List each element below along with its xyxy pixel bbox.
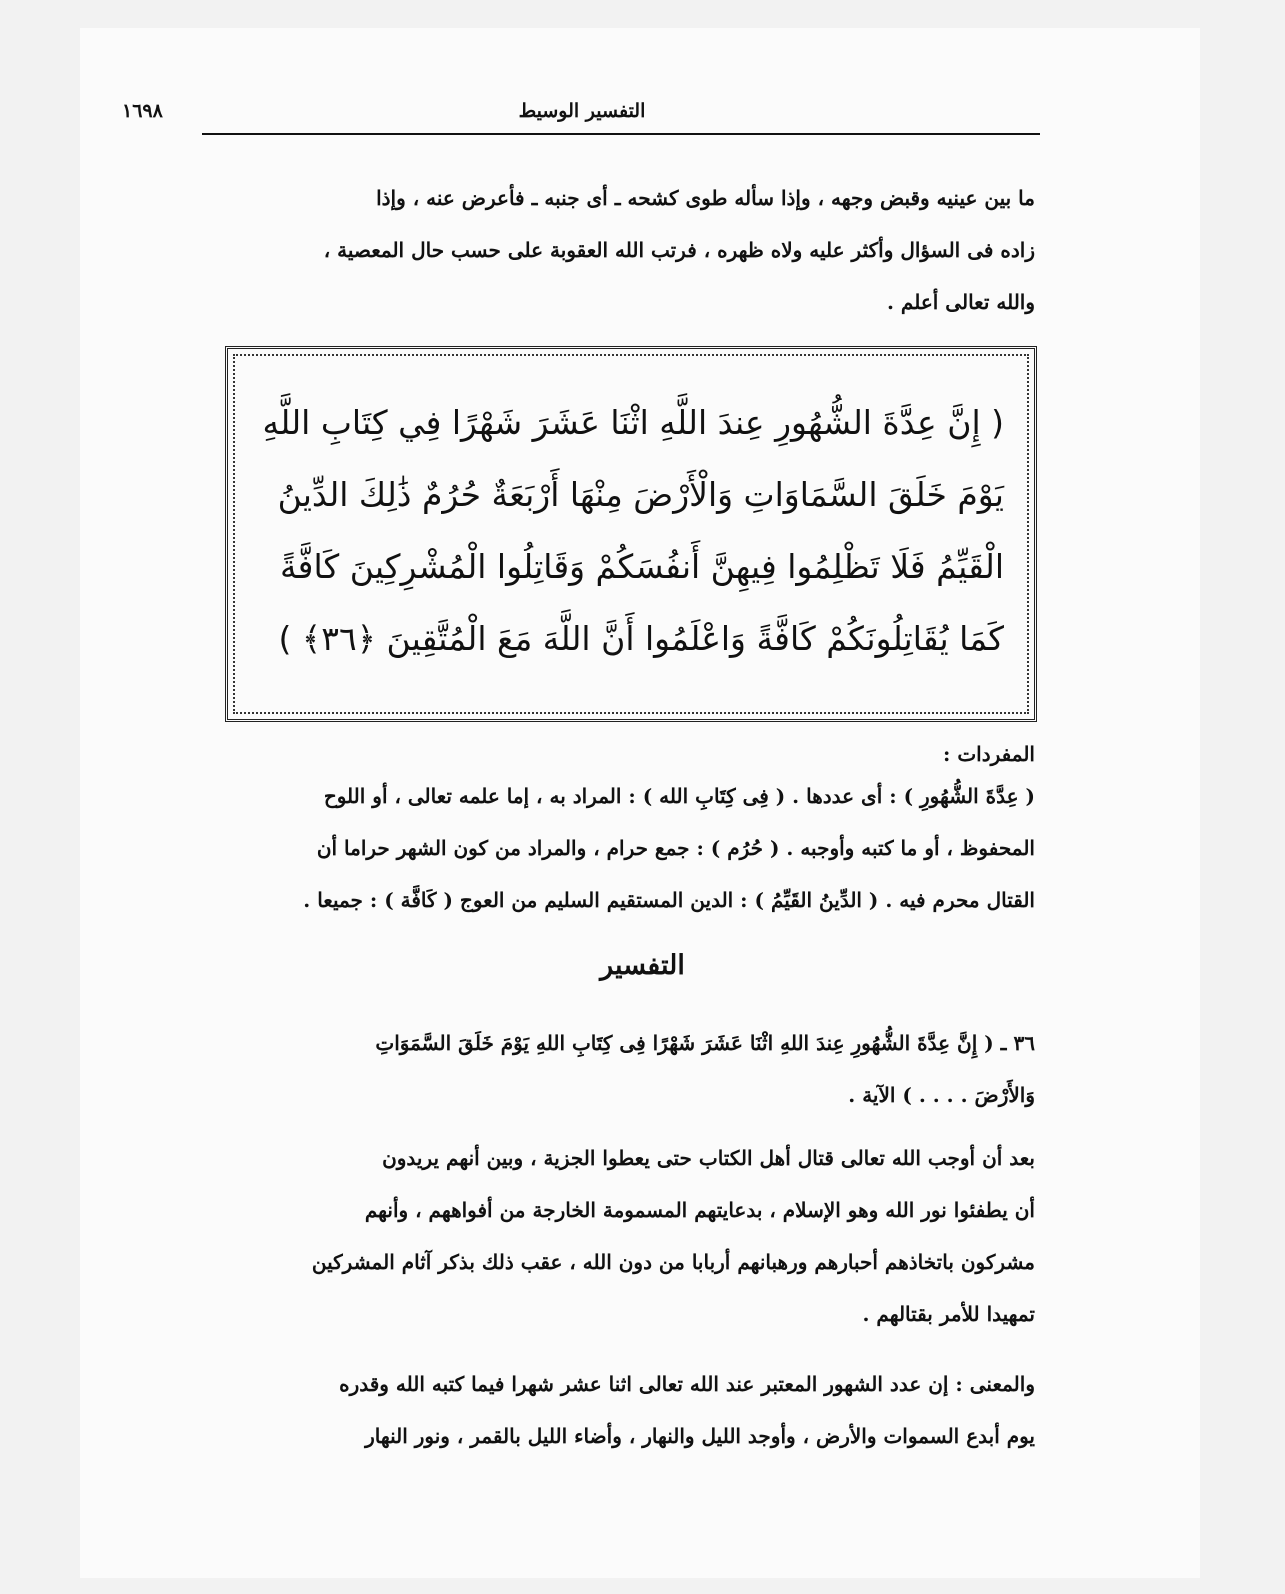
section-heading: التفسير — [600, 950, 685, 981]
verse-line: كَمَا يُقَاتِلُونَكُمْ كَافَّةً وَاعْلَمُوا أَنَّ اللَّهَ مَعَ الْمُتَّقِينَ ﴿٣٦﴾ ) — [278, 619, 1004, 658]
text-line: والمعنى : إن عدد الشهور المعتبر عند الله تعالى اثنا عشر شهرا فيما كتبه الله وقدره — [339, 1372, 1035, 1396]
page-number: ١٦٩٨ — [122, 100, 163, 122]
text-line: وَالأَرْضَ . . . . ) الآية . — [848, 1083, 1035, 1107]
text-line: زاده فى السؤال وأكثر عليه ولاه ظهره ، فرتب الله العقوبة على حسب حال المعصية ، — [323, 238, 1035, 262]
text-line: ٣٦ ـ ( إِنَّ عِدَّةَ الشُّهُورِ عِندَ اللهِ اثْنَا عَشَرَ شَهْرًا فِى كِتَابِ اللهِ يَوْمَ خَلَقَ السَّمَوَاتِ — [375, 1031, 1035, 1055]
text-line: مشركون باتخاذهم أحبارهم ورهبانهم أربابا من دون الله ، عقب ذلك بذكر آثام المشركين — [311, 1250, 1035, 1274]
tafsir-verse — [205, 1017, 1035, 1121]
paragraph-context — [205, 1132, 1035, 1340]
vocab-paragraph — [205, 770, 1035, 926]
verse-line: الْقَيِّمُ فَلَا تَظْلِمُوا فِيهِنَّ أَنفُسَكُمْ وَقَاتِلُوا الْمُشْرِكِينَ كَافَّةً — [279, 547, 1004, 586]
paragraph-meaning — [205, 1358, 1035, 1462]
running-title: التفسير الوسيط — [518, 100, 646, 122]
text-line: المحفوظ ، أو ما كتبه وأوجبه . ( حُرُم ) : جمع حرام ، والمراد من كون الشهر حراما أن — [316, 836, 1035, 860]
verse-text — [258, 387, 1004, 675]
header-rule — [202, 133, 1040, 135]
text-line: أن يطفئوا نور الله وهو الإسلام ، بدعايتهم المسمومة الخارجة من أفواههم ، وأنهم — [364, 1198, 1035, 1222]
verse-frame — [225, 346, 1037, 722]
verse-line: يَوْمَ خَلَقَ السَّمَاوَاتِ وَالْأَرْضَ مِنْهَا أَرْبَعَةٌ حُرُمٌ ذَٰلِكَ الدِّينُ — [277, 475, 1004, 514]
intro-paragraph — [205, 172, 1035, 328]
text-line: يوم أبدع السموات والأرض ، وأوجد الليل والنهار ، وأضاء الليل بالقمر ، ونور النهار — [365, 1424, 1035, 1448]
vocab-heading: المفردات : — [942, 742, 1035, 766]
text-line: ما بين عينيه وقبض وجهه ، وإذا سأله طوى كشحه ـ أى جنبه ـ فأعرض عنه ، وإذا — [376, 186, 1035, 210]
text-line: والله تعالى أعلم . — [887, 290, 1035, 314]
text-line: تمهيدا للأمر بقتالهم . — [862, 1302, 1035, 1326]
text-line: القتال محرم فيه . ( الدِّينُ القَيِّمُ ) : الدين المستقيم السليم من العوج ( كَافَّة ) : جميعا . — [303, 888, 1035, 912]
text-line: بعد أن أوجب الله تعالى قتال أهل الكتاب حتى يعطوا الجزية ، وبين أنهم يريدون — [382, 1146, 1035, 1170]
verse-line: ( إِنَّ عِدَّةَ الشُّهُورِ عِندَ اللَّهِ اثْنَا عَشَرَ شَهْرًا فِي كِتَابِ اللَّهِ — [262, 403, 1004, 442]
text-line: ( عِدَّةَ الشُّهُورِ ) : أى عددها . ( فِى كِتَابِ الله ) : المراد به ، إما علمه تعالى ، أو اللوح — [323, 784, 1035, 808]
